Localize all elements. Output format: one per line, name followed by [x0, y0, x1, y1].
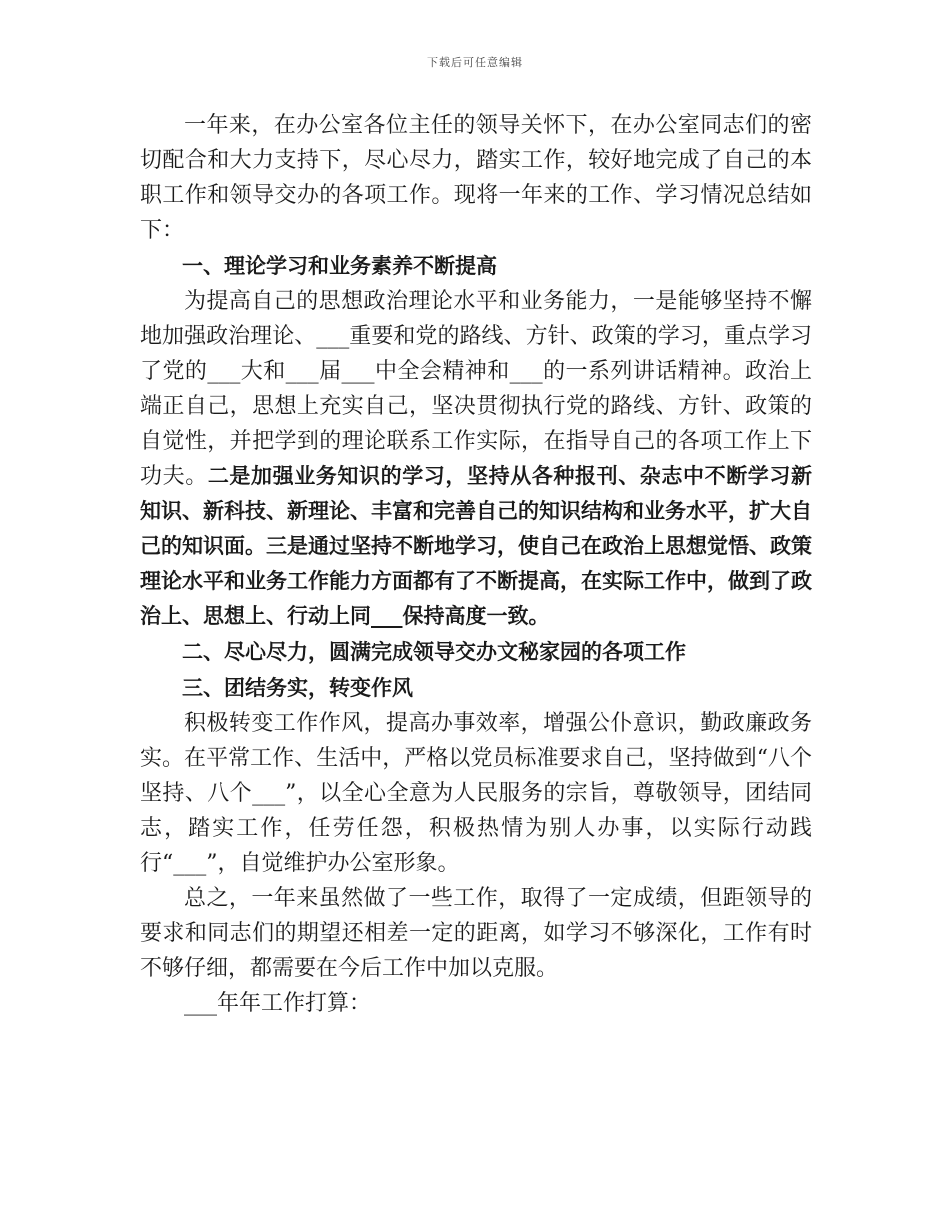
section1-text-bold: 二是加强业务知识的学习，坚持从各种报刊、杂志中不断学习新知识、新科技、新理论、丰富和完善自己的知识结构和业务水平，扩大自己的知识面。三是通过坚持不断地学习，使自己在政治上思想觉悟、政策理论水平和业务工作能力方面都有了不断提高，在实际工作中，做到了政治上、思想上、行动上同___保持高度一致。: [140, 464, 812, 628]
section-heading-2: 二、尽心尽力，圆满完成领导交办文秘家园的各项工作: [182, 640, 686, 664]
section1-paragraph: [140, 284, 812, 634]
page-header: 下载后可任意编辑: [427, 56, 523, 69]
plan-paragraph: ___年年工作打算：: [184, 991, 372, 1016]
section-heading-3: 三、团结务实，转变作风: [182, 676, 413, 700]
section3-paragraph: 积极转变工作作风，提高办事效率，增强公仆意识，勤政廉政务实。在平常工作、生活中，严格以党员标准要求自己，坚持做到“八个坚持、八个___”，以全心全意为人民服务的宗旨，尊敬领导，团结同志，踏实工作，任劳任怨，积极热情为别人办事，以实际行动践行“___”，自觉维护办公室形象。: [140, 711, 812, 876]
section1-text-normal: 为提高自己的思想政治理论水平和业务能力，一是能够坚持不懈地加强政治理论、___重要和党的路线、方针、政策的学习，重点学习了党的___大和___届___中全会精神和___的一系列讲话精神。政治上端正自己，思想上充实自己，坚决贯彻执行党的路线、方针、政策的自觉性，并把学到的理论联系工作实际，在指导自己的各项工作上下功夫。: [140, 289, 812, 489]
section-heading-1: 一、理论学习和业务素养不断提高: [182, 254, 497, 278]
document-body: [140, 108, 812, 1021]
intro-paragraph: 一年来，在办公室各位主任的领导关怀下，在办公室同志们的密切配合和大力支持下，尽心尽力，踏实工作，较好地完成了自己的本职工作和领导交办的各项工作。现将一年来的工作、学习情况总结如下：: [140, 113, 812, 243]
summary-paragraph: 总之，一年来虽然做了一些工作，取得了一定成绩，但距领导的要求和同志们的期望还相差一定的距离，如学习不够深化，工作有时不够仔细，都需要在今后工作中加以克服。: [140, 886, 812, 981]
